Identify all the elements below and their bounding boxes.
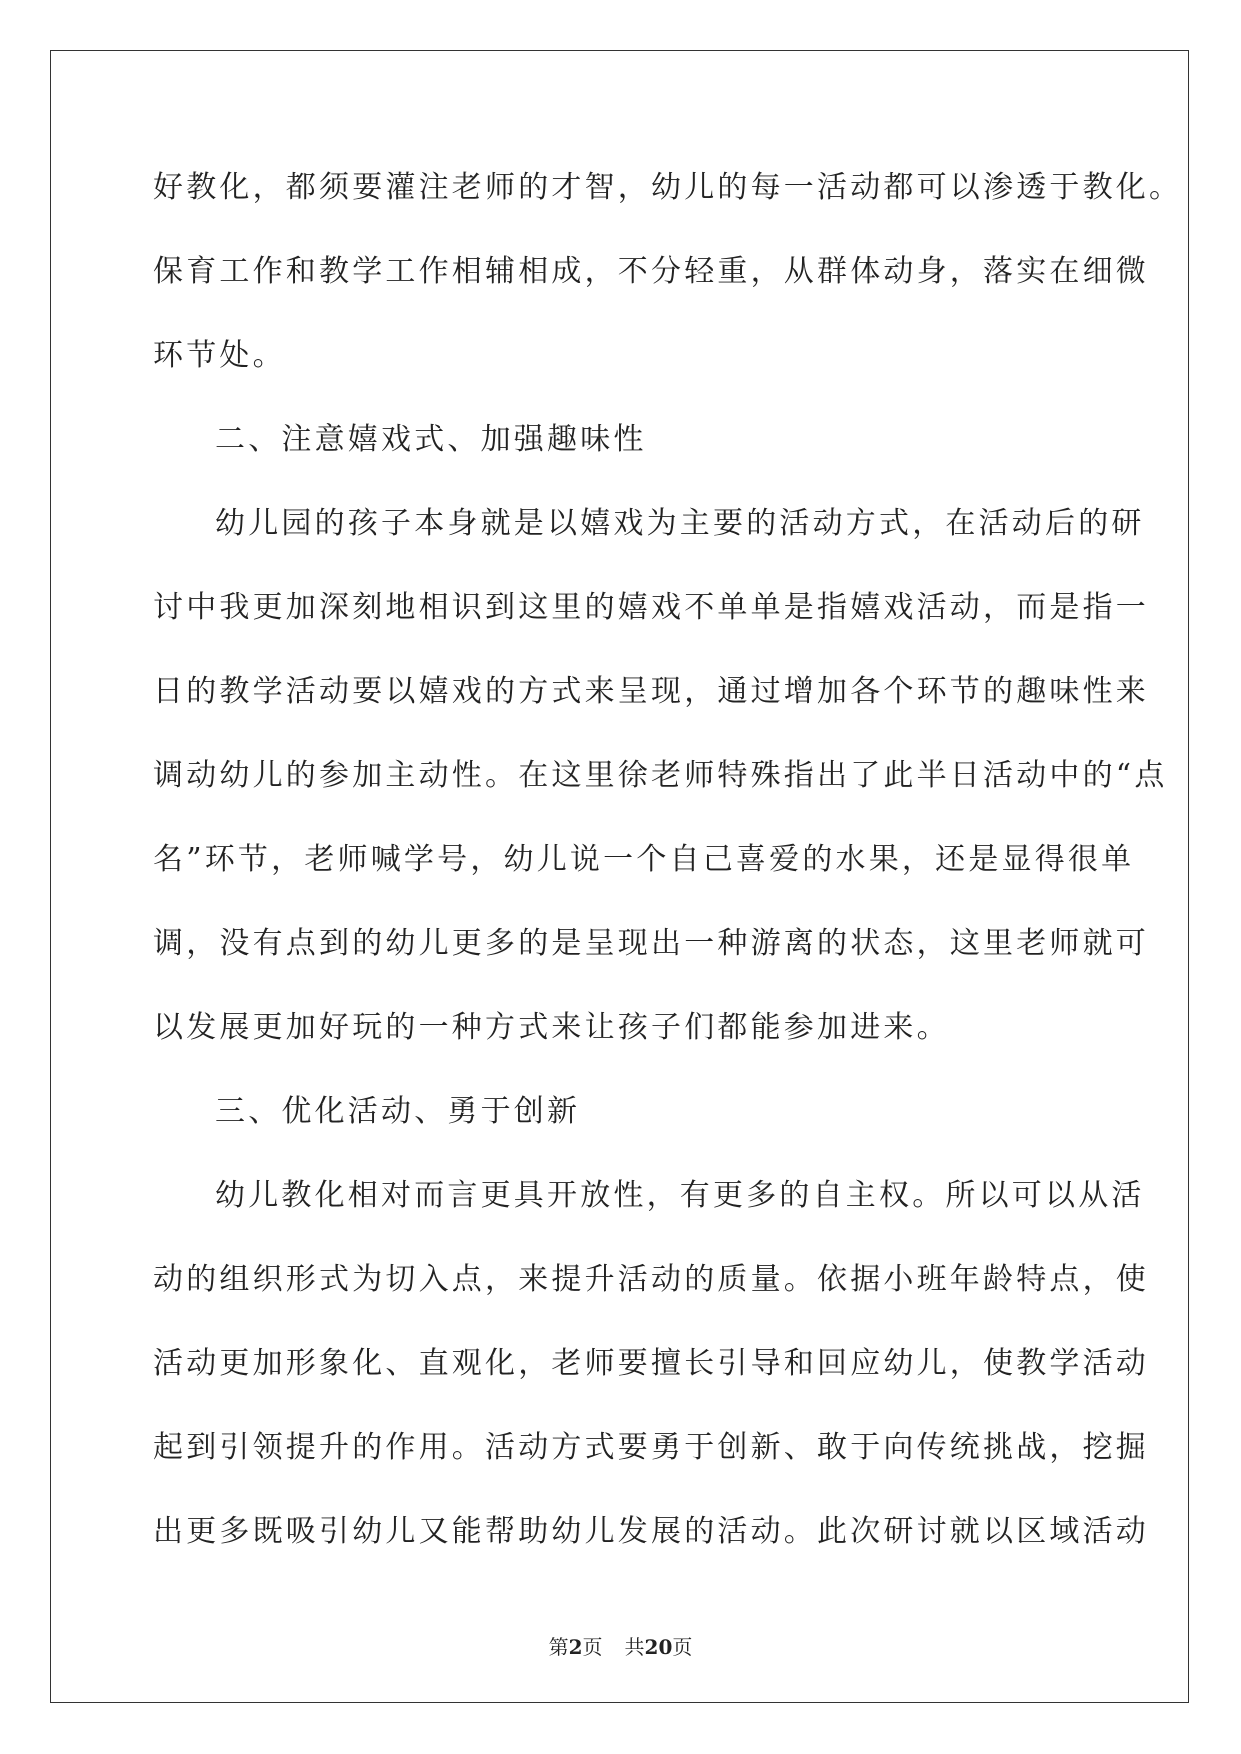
page-prefix: 第 xyxy=(548,1635,569,1659)
text-line: 起到引领提升的作用。活动方式要勇于创新、敢于向传统挑战，挖掘 xyxy=(153,1430,1149,1465)
page-footer xyxy=(0,1631,1241,1660)
text-line: 保育工作和教学工作相辅相成，不分轻重，从群体动身，落实在细微 xyxy=(153,254,1149,289)
total-prefix: 共 xyxy=(624,1635,645,1659)
text-line: 出更多既吸引幼儿又能帮助幼儿发展的活动。此次研讨就以区域活动 xyxy=(153,1514,1149,1549)
text-line: 以发展更加好玩的一种方式来让孩子们都能参加进来。 xyxy=(153,1010,950,1045)
text-line: 动的组织形式为切入点，来提升活动的质量。依据小班年龄特点，使 xyxy=(153,1262,1149,1297)
current-page-number: 2 xyxy=(568,1635,583,1659)
section-heading: 二、注意嬉戏式、加强趣味性 xyxy=(215,422,647,457)
text-line: 活动更加形象化、直观化，老师要擅长引导和回应幼儿，使教学活动 xyxy=(153,1346,1149,1381)
page-suffix: 页 xyxy=(582,1635,603,1659)
text-line: 名”环节，老师喊学号，幼儿说一个自己喜爱的水果，还是显得很单 xyxy=(153,842,1135,877)
total-suffix: 页 xyxy=(672,1635,693,1659)
section-heading: 三、优化活动、勇于创新 xyxy=(215,1094,581,1129)
text-line: 环节处。 xyxy=(153,338,286,373)
text-line: 讨中我更加深刻地相识到这里的嬉戏不单单是指嬉戏活动，而是指一 xyxy=(153,590,1149,625)
document-body xyxy=(153,146,1183,1574)
text-line: 好教化，都须要灌注老师的才智，幼儿的每一活动都可以渗透于教化。 xyxy=(153,170,1183,205)
text-line: 日的教学活动要以嬉戏的方式来呈现，通过增加各个环节的趣味性来 xyxy=(153,674,1149,709)
text-line: 调动幼儿的参加主动性。在这里徐老师特殊指出了此半日活动中的“点 xyxy=(153,758,1168,793)
paragraph-start: 幼儿教化相对而言更具开放性，有更多的自主权。所以可以从活 xyxy=(215,1178,1145,1213)
paragraph-start: 幼儿园的孩子本身就是以嬉戏为主要的活动方式，在活动后的研 xyxy=(215,506,1145,541)
text-line: 调，没有点到的幼儿更多的是呈现出一种游离的状态，这里老师就可 xyxy=(153,926,1149,961)
total-page-count: 20 xyxy=(644,1635,673,1659)
